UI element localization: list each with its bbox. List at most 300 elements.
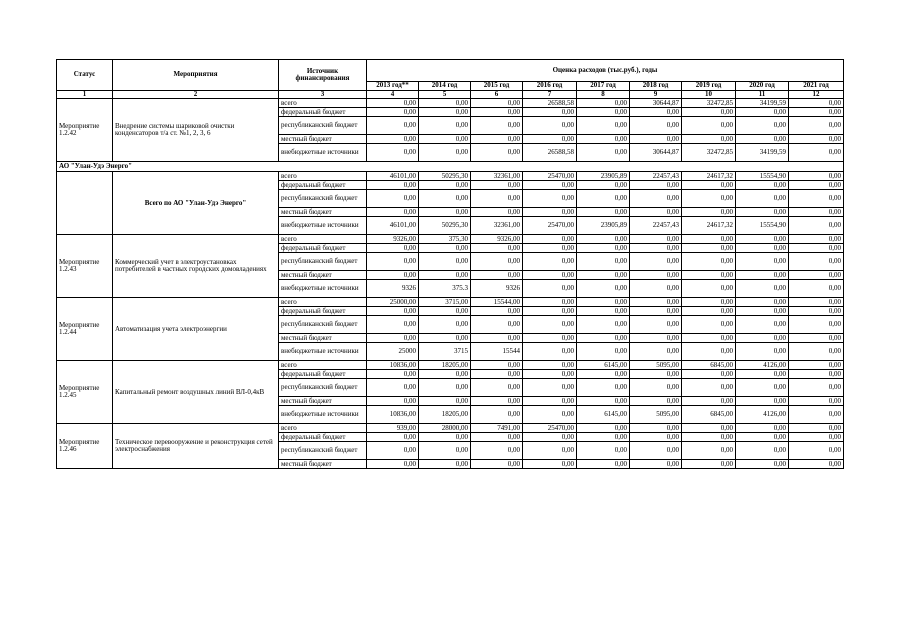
value-cell: 0,00	[736, 307, 789, 316]
table-row	[57, 298, 844, 307]
value-cell: 0,00	[736, 379, 789, 397]
value-cell: 0,00	[419, 442, 471, 460]
value-cell: 18205,00	[419, 406, 471, 424]
value-cell: 0,00	[577, 280, 630, 298]
value-cell: 0,00	[630, 244, 682, 253]
value-cell: 0,00	[789, 334, 844, 343]
value-cell: 15554,90	[736, 172, 789, 181]
value-cell: 0,00	[523, 235, 577, 244]
source-cell: внебюджетные источники	[279, 217, 367, 235]
value-cell: 0,00	[682, 460, 736, 469]
value-cell: 0,00	[736, 433, 789, 442]
value-cell: 30644,87	[630, 99, 682, 108]
value-cell: 15554,90	[736, 217, 789, 235]
value-cell: 0,00	[789, 108, 844, 117]
value-cell: 0,00	[577, 379, 630, 397]
value-cell: 0,00	[736, 181, 789, 190]
source-cell: федеральный бюджет	[279, 370, 367, 379]
value-cell: 22457,43	[630, 172, 682, 181]
value-cell: 0,00	[630, 135, 682, 144]
value-cell: 25000	[367, 343, 419, 361]
value-cell: 0,00	[682, 117, 736, 135]
value-cell: 0,00	[736, 397, 789, 406]
column-number: 12	[789, 91, 844, 99]
value-cell: 25000,00	[367, 298, 419, 307]
value-cell: 0,00	[789, 442, 844, 460]
value-cell: 0,00	[419, 135, 471, 144]
value-cell: 0,00	[471, 99, 523, 108]
value-cell: 32472,85	[682, 144, 736, 162]
table-body	[57, 99, 844, 469]
value-cell: 32361,00	[471, 217, 523, 235]
value-cell: 0,00	[577, 442, 630, 460]
source-cell: республиканский бюджет	[279, 379, 367, 397]
source-cell: местный бюджет	[279, 460, 367, 469]
value-cell: 0,00	[789, 235, 844, 244]
value-cell: 0,00	[789, 253, 844, 271]
value-cell: 0,00	[577, 316, 630, 334]
column-number: 5	[419, 91, 471, 99]
value-cell: 0,00	[630, 235, 682, 244]
value-cell: 0,00	[471, 406, 523, 424]
value-cell: 0,00	[367, 190, 419, 208]
value-cell: 0,00	[736, 108, 789, 117]
value-cell: 4126,00	[736, 406, 789, 424]
value-cell: 0,00	[736, 117, 789, 135]
value-cell: 0,00	[419, 397, 471, 406]
value-cell: 0,00	[523, 406, 577, 424]
value-cell: 0,00	[789, 244, 844, 253]
value-cell: 0,00	[789, 343, 844, 361]
value-cell: 0,00	[419, 181, 471, 190]
value-cell: 0,00	[577, 190, 630, 208]
value-cell: 0,00	[419, 108, 471, 117]
value-cell: 0,00	[419, 316, 471, 334]
value-cell: 0,00	[577, 208, 630, 217]
value-cell: 0,00	[630, 190, 682, 208]
value-cell: 0,00	[471, 442, 523, 460]
value-cell: 0,00	[471, 208, 523, 217]
value-cell: 0,00	[736, 460, 789, 469]
value-cell: 0,00	[630, 460, 682, 469]
value-cell: 0,00	[682, 343, 736, 361]
value-cell: 0,00	[736, 343, 789, 361]
value-cell: 26588,58	[523, 144, 577, 162]
value-cell: 0,00	[736, 280, 789, 298]
value-cell: 0,00	[523, 334, 577, 343]
value-cell: 0,00	[523, 271, 577, 280]
value-cell: 0,00	[789, 117, 844, 135]
value-cell: 46101,00	[367, 217, 419, 235]
value-cell: 0,00	[789, 144, 844, 162]
column-number: 11	[736, 91, 789, 99]
value-cell: 3715,00	[419, 298, 471, 307]
value-cell: 0,00	[471, 271, 523, 280]
value-cell: 0,00	[523, 460, 577, 469]
value-cell: 0,00	[789, 280, 844, 298]
organization-row	[57, 162, 844, 172]
value-cell: 25470,00	[523, 217, 577, 235]
value-cell: 0,00	[789, 298, 844, 307]
value-cell: 46101,00	[367, 172, 419, 181]
value-cell: 0,00	[471, 334, 523, 343]
value-cell: 0,00	[789, 424, 844, 433]
value-cell: 0,00	[419, 307, 471, 316]
value-cell: 0,00	[577, 424, 630, 433]
value-cell: 28000,00	[419, 424, 471, 433]
value-cell: 0,00	[736, 442, 789, 460]
value-cell: 0,00	[577, 235, 630, 244]
value-cell: 0,00	[523, 181, 577, 190]
value-cell: 0,00	[523, 253, 577, 271]
value-cell: 0,00	[523, 208, 577, 217]
value-cell: 0,00	[367, 307, 419, 316]
year-header: 2020 год	[736, 82, 789, 91]
value-cell: 0,00	[789, 433, 844, 442]
value-cell: 0,00	[367, 334, 419, 343]
value-cell: 10836,00	[367, 406, 419, 424]
value-cell: 0,00	[682, 108, 736, 117]
value-cell: 0,00	[367, 253, 419, 271]
source-cell: республиканский бюджет	[279, 190, 367, 208]
value-cell: 0,00	[367, 397, 419, 406]
value-cell: 0,00	[523, 135, 577, 144]
event-cell: Всего по АО "Улан-Удэ Энерго"	[113, 172, 279, 235]
value-cell: 0,00	[577, 298, 630, 307]
value-cell: 0,00	[682, 298, 736, 307]
value-cell: 0,00	[471, 253, 523, 271]
value-cell: 0,00	[789, 379, 844, 397]
value-cell: 0,00	[682, 253, 736, 271]
value-cell: 5095,00	[630, 361, 682, 370]
value-cell: 0,00	[577, 244, 630, 253]
value-cell: 0,00	[577, 343, 630, 361]
value-cell: 0,00	[523, 316, 577, 334]
value-cell: 0,00	[736, 334, 789, 343]
value-cell: 0,00	[682, 280, 736, 298]
column-number: 1	[57, 91, 113, 99]
value-cell: 0,00	[736, 244, 789, 253]
value-cell: 0,00	[367, 370, 419, 379]
value-cell: 0,00	[789, 406, 844, 424]
value-cell: 0,00	[367, 433, 419, 442]
value-cell: 0,00	[682, 334, 736, 343]
column-number: 8	[577, 91, 630, 99]
value-cell: 0,00	[682, 271, 736, 280]
header-status: Статус	[57, 60, 113, 91]
status-cell: Мероприятие 1.2.42	[57, 99, 113, 162]
value-cell: 0,00	[577, 99, 630, 108]
value-cell: 15544	[471, 343, 523, 361]
value-cell: 0,00	[471, 244, 523, 253]
year-header: 2015 год	[471, 82, 523, 91]
value-cell: 9326	[367, 280, 419, 298]
table-row	[57, 99, 844, 108]
value-cell: 375.3	[419, 280, 471, 298]
event-cell: Коммерческий учет в электроустановках потребителей в частных городских домовладениях	[113, 235, 279, 298]
value-cell: 0,00	[789, 316, 844, 334]
source-cell: федеральный бюджет	[279, 307, 367, 316]
value-cell: 0,00	[789, 181, 844, 190]
value-cell: 0,00	[736, 253, 789, 271]
value-cell: 6145,00	[577, 406, 630, 424]
status-cell: Мероприятие 1.2.46	[57, 424, 113, 469]
value-cell: 32361,00	[471, 172, 523, 181]
value-cell: 0,00	[682, 244, 736, 253]
value-cell: 0,00	[471, 190, 523, 208]
year-header: 2021 год	[789, 82, 844, 91]
value-cell: 0,00	[630, 298, 682, 307]
value-cell: 0,00	[367, 271, 419, 280]
value-cell: 0,00	[736, 316, 789, 334]
value-cell: 0,00	[419, 433, 471, 442]
value-cell: 0,00	[471, 316, 523, 334]
source-cell: федеральный бюджет	[279, 181, 367, 190]
value-cell: 0,00	[577, 108, 630, 117]
value-cell: 0,00	[682, 370, 736, 379]
financing-table	[56, 59, 844, 469]
value-cell: 0,00	[682, 307, 736, 316]
value-cell: 0,00	[577, 117, 630, 135]
value-cell: 0,00	[523, 343, 577, 361]
value-cell: 0,00	[367, 379, 419, 397]
event-cell: Автоматизация учета электроэнергии	[113, 298, 279, 361]
source-cell: местный бюджет	[279, 208, 367, 217]
source-cell: федеральный бюджет	[279, 244, 367, 253]
year-header: 2014 год	[419, 82, 471, 91]
value-cell: 375,30	[419, 235, 471, 244]
value-cell: 0,00	[736, 208, 789, 217]
source-cell: республиканский бюджет	[279, 316, 367, 334]
value-cell: 0,00	[471, 144, 523, 162]
column-number: 2	[113, 91, 279, 99]
source-cell: местный бюджет	[279, 334, 367, 343]
column-numbers-row	[57, 91, 844, 99]
value-cell: 0,00	[630, 433, 682, 442]
value-cell: 0,00	[419, 460, 471, 469]
value-cell: 0,00	[789, 190, 844, 208]
value-cell: 0,00	[523, 307, 577, 316]
value-cell: 0,00	[736, 370, 789, 379]
value-cell: 0,00	[577, 334, 630, 343]
value-cell: 0,00	[577, 135, 630, 144]
value-cell: 15544,00	[471, 298, 523, 307]
value-cell: 0,00	[682, 235, 736, 244]
year-header: 2016 год	[523, 82, 577, 91]
value-cell: 0,00	[523, 190, 577, 208]
value-cell: 0,00	[630, 208, 682, 217]
header-costs: Оценка расходов (тыс.руб.), годы	[367, 60, 844, 82]
value-cell: 0,00	[577, 181, 630, 190]
event-cell: Внедрение системы шариковой очистки конденсаторов т/а ст. №1, 2, 3, 6	[113, 99, 279, 162]
value-cell: 0,00	[682, 433, 736, 442]
status-cell: Мероприятие 1.2.45	[57, 361, 113, 424]
value-cell: 0,00	[367, 244, 419, 253]
value-cell: 0,00	[419, 208, 471, 217]
source-cell: федеральный бюджет	[279, 433, 367, 442]
table-row	[57, 172, 844, 181]
value-cell: 0,00	[682, 190, 736, 208]
value-cell: 0,00	[367, 99, 419, 108]
table-row	[57, 361, 844, 370]
source-cell: всего	[279, 361, 367, 370]
value-cell: 0,00	[367, 135, 419, 144]
value-cell: 0,00	[523, 244, 577, 253]
value-cell: 24617,32	[682, 217, 736, 235]
value-cell: 0,00	[682, 379, 736, 397]
value-cell: 0,00	[419, 244, 471, 253]
value-cell: 5095,00	[630, 406, 682, 424]
value-cell: 0,00	[471, 397, 523, 406]
value-cell: 0,00	[471, 135, 523, 144]
value-cell: 0,00	[736, 235, 789, 244]
column-number: 3	[279, 91, 367, 99]
value-cell: 0,00	[367, 442, 419, 460]
value-cell: 34199,59	[736, 144, 789, 162]
value-cell: 9326,00	[367, 235, 419, 244]
value-cell: 0,00	[630, 253, 682, 271]
value-cell: 0,00	[630, 181, 682, 190]
header-event: Мероприятия	[113, 60, 279, 91]
source-cell: всего	[279, 298, 367, 307]
value-cell: 0,00	[682, 316, 736, 334]
year-header: 2019 год	[682, 82, 736, 91]
value-cell: 0,00	[471, 379, 523, 397]
value-cell: 34199,59	[736, 99, 789, 108]
value-cell: 0,00	[682, 181, 736, 190]
value-cell: 0,00	[523, 379, 577, 397]
value-cell: 0,00	[577, 144, 630, 162]
value-cell: 9326,00	[471, 235, 523, 244]
value-cell: 0,00	[367, 117, 419, 135]
source-cell: республиканский бюджет	[279, 253, 367, 271]
value-cell: 0,00	[789, 370, 844, 379]
value-cell: 0,00	[736, 190, 789, 208]
value-cell: 26588,58	[523, 99, 577, 108]
value-cell: 0,00	[523, 298, 577, 307]
source-cell: республиканский бюджет	[279, 442, 367, 460]
value-cell: 0,00	[471, 181, 523, 190]
value-cell: 0,00	[630, 316, 682, 334]
value-cell: 0,00	[577, 460, 630, 469]
value-cell: 0,00	[471, 307, 523, 316]
source-cell: всего	[279, 235, 367, 244]
year-header: 2017 год	[577, 82, 630, 91]
status-cell: Мероприятие 1.2.44	[57, 298, 113, 361]
value-cell: 0,00	[789, 135, 844, 144]
value-cell: 0,00	[630, 117, 682, 135]
value-cell: 0,00	[577, 397, 630, 406]
status-cell	[57, 172, 113, 235]
value-cell: 0,00	[523, 397, 577, 406]
value-cell: 0,00	[523, 433, 577, 442]
status-cell: Мероприятие 1.2.43	[57, 235, 113, 298]
value-cell: 0,00	[630, 307, 682, 316]
column-number: 6	[471, 91, 523, 99]
value-cell: 23905,89	[577, 217, 630, 235]
value-cell: 0,00	[630, 397, 682, 406]
value-cell: 0,00	[367, 460, 419, 469]
value-cell: 0,00	[789, 361, 844, 370]
value-cell: 0,00	[630, 370, 682, 379]
value-cell: 0,00	[577, 433, 630, 442]
value-cell: 0,00	[630, 280, 682, 298]
value-cell: 18205,00	[419, 361, 471, 370]
value-cell: 0,00	[789, 307, 844, 316]
source-cell: местный бюджет	[279, 271, 367, 280]
value-cell: 0,00	[630, 271, 682, 280]
source-cell: внебюджетные источники	[279, 144, 367, 162]
value-cell: 24617,32	[682, 172, 736, 181]
value-cell: 32472,85	[682, 99, 736, 108]
value-cell: 0,00	[630, 424, 682, 433]
value-cell: 0,00	[471, 370, 523, 379]
value-cell: 0,00	[789, 271, 844, 280]
value-cell: 0,00	[736, 135, 789, 144]
value-cell: 0,00	[419, 334, 471, 343]
value-cell: 0,00	[367, 144, 419, 162]
value-cell: 50295,30	[419, 217, 471, 235]
source-cell: внебюджетные источники	[279, 343, 367, 361]
value-cell: 0,00	[736, 271, 789, 280]
value-cell: 0,00	[471, 433, 523, 442]
value-cell: 0,00	[682, 442, 736, 460]
value-cell: 0,00	[419, 99, 471, 108]
event-cell: Капитальный ремонт воздушных линий ВЛ-0,4кВ	[113, 361, 279, 424]
value-cell: 0,00	[577, 370, 630, 379]
value-cell: 0,00	[523, 361, 577, 370]
value-cell: 0,00	[736, 298, 789, 307]
value-cell: 0,00	[419, 370, 471, 379]
table-row	[57, 424, 844, 433]
value-cell: 0,00	[682, 208, 736, 217]
value-cell: 0,00	[789, 460, 844, 469]
value-cell: 0,00	[630, 334, 682, 343]
value-cell: 0,00	[471, 108, 523, 117]
header-source: Источник финансирования	[279, 60, 367, 91]
value-cell: 0,00	[789, 172, 844, 181]
source-cell: всего	[279, 99, 367, 108]
value-cell: 0,00	[789, 208, 844, 217]
value-cell: 6145,00	[577, 361, 630, 370]
value-cell: 0,00	[523, 442, 577, 460]
value-cell: 0,00	[577, 307, 630, 316]
value-cell: 0,00	[419, 117, 471, 135]
value-cell: 25470,00	[523, 172, 577, 181]
column-number: 9	[630, 91, 682, 99]
value-cell: 6845,00	[682, 406, 736, 424]
value-cell: 0,00	[367, 181, 419, 190]
value-cell: 0,00	[682, 397, 736, 406]
value-cell: 10836,00	[367, 361, 419, 370]
value-cell: 0,00	[419, 144, 471, 162]
value-cell: 0,00	[789, 217, 844, 235]
value-cell: 30644,87	[630, 144, 682, 162]
value-cell: 0,00	[419, 253, 471, 271]
year-header: 2013 год**	[367, 82, 419, 91]
value-cell: 0,00	[367, 208, 419, 217]
value-cell: 0,00	[736, 424, 789, 433]
source-cell: всего	[279, 172, 367, 181]
organization-name: АО "Улан-Удэ Энерго"	[57, 162, 844, 172]
value-cell: 0,00	[577, 253, 630, 271]
value-cell: 0,00	[630, 343, 682, 361]
event-cell: Техническое перевооружение и реконструкция сетей электроснабжения	[113, 424, 279, 469]
column-number: 7	[523, 91, 577, 99]
value-cell: 7491,00	[471, 424, 523, 433]
table-row	[57, 235, 844, 244]
value-cell: 0,00	[471, 361, 523, 370]
